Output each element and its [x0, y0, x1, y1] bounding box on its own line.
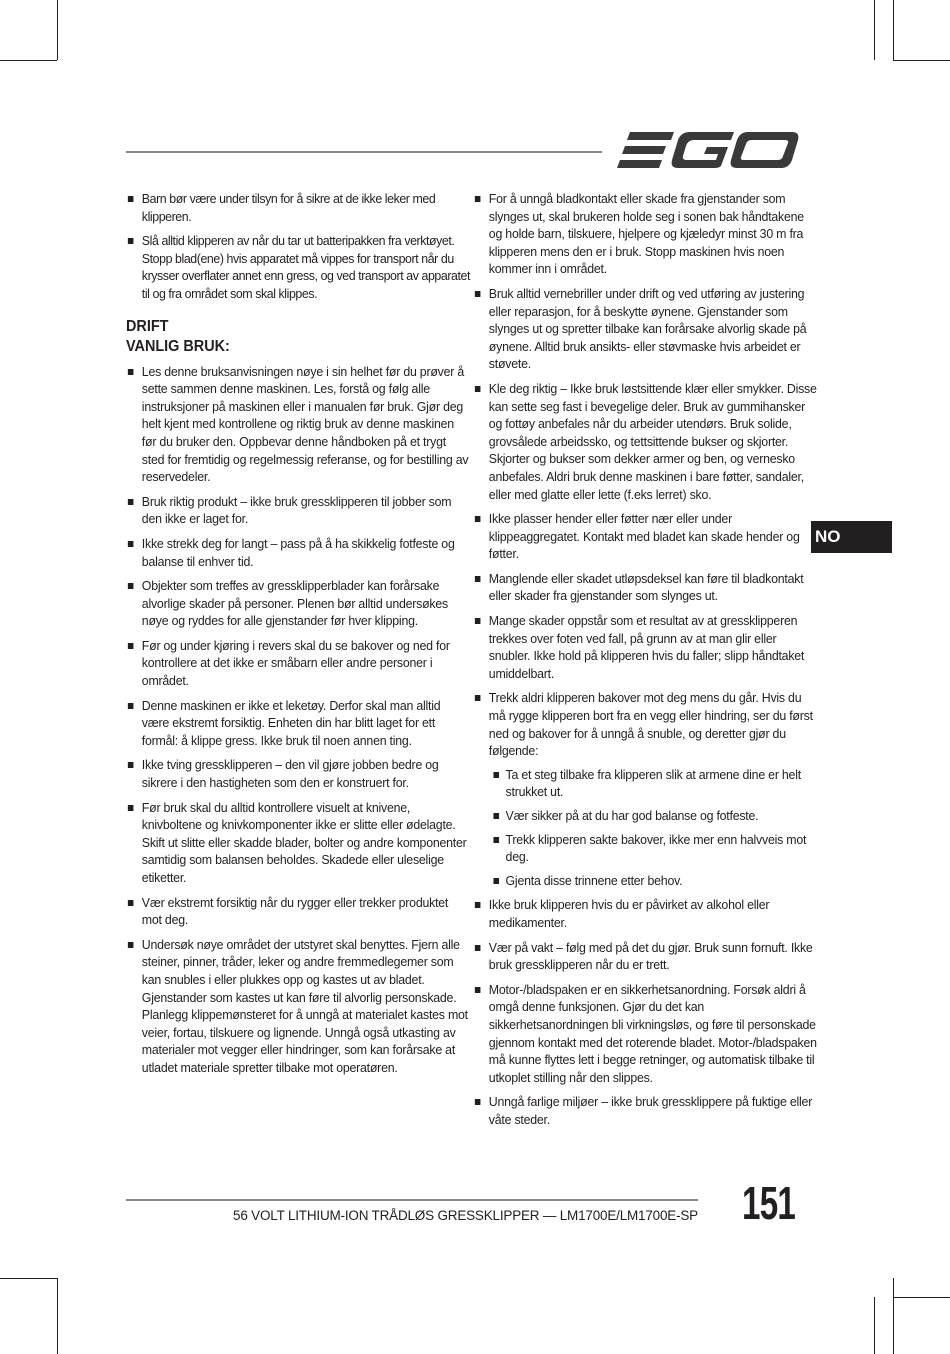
list-item: Unngå farlige miljøer – ikke bruk gressklippere på fuktige eller våte steder. — [473, 1093, 817, 1128]
heading-line: VANLIG BRUK: — [126, 337, 230, 355]
sub-list-item: Trekk klipperen sakte bakover, ikke mer enn halvveis mot deg. — [489, 831, 817, 866]
crop-mark — [0, 60, 57, 61]
list-item: Vær ekstremt forsiktig når du rygger eller trekker produktet mot deg. — [126, 894, 470, 929]
list-item: Manglende eller skadet utløpsdeksel kan føre til bladkontakt eller skader fra gjenstander som slynges ut. — [473, 570, 817, 605]
list-item: Kle deg riktig – Ikke bruk løstsittende klær eller smykker. Disse kan sette seg fast i bevegelige deler. Bruk av gummihansker og fottøy anbefales når du arbeider utendørs. Bruk solide, grovsålede arbeidssko, og tettsittende bukser og skjorter. Skjorter og bukser som dekker armer og ben, og vernesko anbefales. Aldri bruk denne maskinen i bare føtter, sandaler, eller med glatte eller lette (f.eks lerret) sko. — [473, 380, 817, 503]
sub-list-item: Ta et steg tilbake fra klipperen slik at armene dine er helt strukket ut. — [489, 766, 817, 801]
list-item: Denne maskinen er ikke et leketøy. Derfor skal man alltid være ekstremt forsiktig. Enheten din har blitt laget for ett formål: å klippe gress. Ikke bruk til noen annen ting. — [126, 697, 470, 750]
crop-mark — [893, 60, 950, 61]
header-rule — [126, 151, 602, 153]
sub-list — [489, 766, 817, 890]
right-column — [473, 190, 817, 1136]
crop-mark — [893, 0, 894, 60]
list-item: Før bruk skal du alltid kontrollere visuelt at knivene, knivboltene og knivkomponenter ikke er slitte eller ødelagte. Skift ut slitte eller skadde blader, bolter og andre komponenter samtidig som balansen beholdes. Skadede eller uleselige etiketter. — [126, 799, 470, 887]
safety-list — [473, 190, 817, 1129]
footer-rule — [126, 1199, 698, 1201]
crop-mark — [57, 0, 58, 60]
list-item: Bruk riktig produkt – ikke bruk gressklipperen til jobber som den ikke er laget for. — [126, 493, 470, 528]
intro-list — [126, 190, 470, 303]
sub-list-item: Vær sikker på at du har god balanse og fotfeste. — [489, 807, 817, 825]
ego-logo — [616, 128, 800, 172]
section-heading — [126, 317, 433, 357]
page-number: 151 — [742, 1177, 796, 1229]
crop-mark — [874, 0, 875, 60]
list-item: Mange skader oppstår som et resultat av at gressklipperen trekkes over foten ved fall, på grunn av at man glir eller snubler. Ikke hold på klipperen hvis du faller; slipp håndtaket umiddelbart. — [473, 612, 817, 682]
list-item: Bruk alltid vernebriller under drift og ved utføring av justering eller reparasjon, for å beskytte øynene. Gjenstander som slynges ut og spretter tilbake kan forårsake alvorlig skade på øynene. Alltid bruk ansikts- eller støvmaske hvis arbeidet er støvete. — [473, 285, 817, 373]
heading-line: DRIFT — [126, 317, 169, 335]
list-item: For å unngå bladkontakt eller skade fra gjenstander som slynges ut, skal brukeren holde seg i sonen bak håndtakene og holde barn, tilskuere, hjelpere og kjæledyr minst 30 m fra klipperen mens den er i bruk. Stopp maskinen hvis noen kommer inn i området. — [473, 190, 817, 278]
crop-mark — [874, 1297, 875, 1354]
list-item: Barn bør være under tilsyn for å sikre at de ikke leker med klipperen. — [126, 190, 470, 225]
list-item: Motor-/bladspaken er en sikkerhetsanordning. Forsøk aldri å omgå denne funksjonen. Gjør du det kan sikkerhetsanordningen bli virkningsløs, og føre til personskade gjennom kontakt med det roterende bladet. Motor-/bladspaken må kunne flyttes lett i begge retninger, og automatisk tilbake til utkoplet stilling når den slippes. — [473, 981, 817, 1087]
footer-title: 56 VOLT LITHIUM-ION TRÅDLØS GRESSKLIPPER — LM1700E/LM1700E-SP — [233, 1208, 698, 1223]
usage-list — [126, 363, 469, 1077]
crop-mark — [893, 1297, 950, 1298]
list-item: Før og under kjøring i revers skal du se bakover og ned for kontrollere at det ikke er småbarn eller andre personer i området. — [126, 637, 470, 690]
list-item: Ikke bruk klipperen hvis du er påvirket av alkohol eller medikamenter. — [473, 896, 817, 931]
list-item — [473, 689, 817, 889]
left-column — [126, 190, 470, 1084]
crop-mark — [0, 1278, 57, 1279]
list-item: Undersøk nøye området der utstyret skal benyttes. Fjern alle steiner, pinner, tråder, leker og andre fremmedlegemer som kan snubles i eller plukkes opp og kastes ut av bladet. Gjenstander som kastes ut kan føre til alvorlig personskade. Planlegg klippemønsteret for å unngå at materialet kastes mot veier, fortau, tilskuere og lignende. Unngå også utkasting av materialer mot vegger eller hindringer, som kan forårsake at utladet materiale spretter tilbake mot operatøren. — [126, 936, 470, 1077]
sub-list-item: Gjenta disse trinnene etter behov. — [489, 872, 817, 890]
crop-mark — [893, 1278, 894, 1354]
list-item: Ikke strekk deg for langt – pass på å ha skikkelig fotfeste og balanse til enhver tid. — [126, 535, 470, 570]
list-item: Objekter som treffes av gressklipperblader kan forårsake alvorlige skader på personer. Plenen bør alltid undersøkes nøye og ryddes for alle gjenstander før hver klipping. — [126, 577, 470, 630]
crop-mark — [57, 1278, 58, 1354]
list-item: Ikke tving gressklipperen – den vil gjøre jobben bedre og sikrere i den hastigheten som den er konstruert for. — [126, 756, 470, 791]
list-item: Vær på vakt – følg med på det du gjør. Bruk sunn fornuft. Ikke bruk gressklipperen når du er trett. — [473, 939, 817, 974]
list-item: Slå alltid klipperen av når du tar ut batteripakken fra verktøyet. Stopp blad(ene) hvis apparatet må vippes for transport når du krysser overflater annet enn gress, og ved transport av apparatet til og fra området som skal klippes. — [126, 232, 470, 302]
language-tab: NO — [811, 521, 892, 553]
list-item: Les denne bruksanvisningen nøye i sin helhet før du prøver å sette sammen denne maskinen. Les, forstå og følg alle instruksjoner på maskinen eller i manualen før bruk. Gjør deg helt kjent med kontrollene og riktig bruk av denne maskinen før du bruker den. Oppbevar denne håndboken på et trygt sted for fremtidig og regelmessig referanse, og for bestilling av reservedeler. — [126, 363, 470, 486]
list-item-text: Trekk aldri klipperen bakover mot deg mens du går. Hvis du må rygge klipperen bort fra en vegg eller hindring, ser du først ned og bakover for å unngå å snuble, og deretter gjør du følgende: — [488, 690, 813, 759]
list-item: Ikke plasser hender eller føtter nær eller under klippeaggregatet. Kontakt med bladet kan skade hender og føtter. — [473, 510, 817, 563]
